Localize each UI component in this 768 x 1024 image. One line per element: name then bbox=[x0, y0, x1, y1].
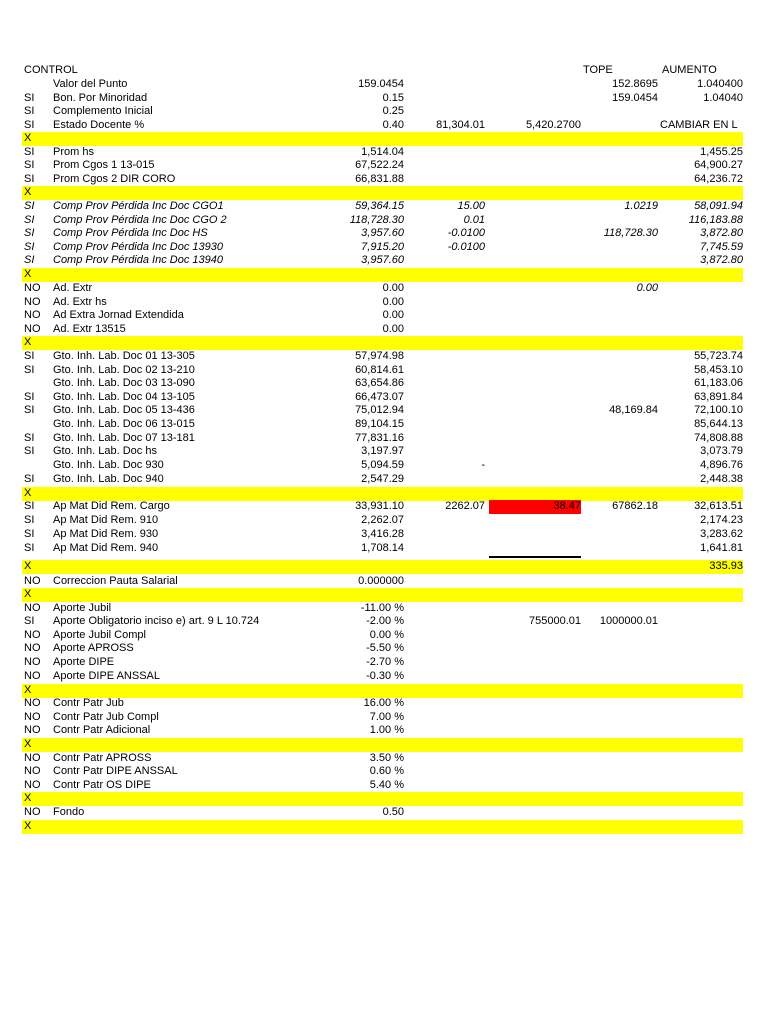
border-line bbox=[489, 556, 581, 558]
col-h-cell: 2,174.23 bbox=[700, 514, 743, 526]
label-cell: Comp Prov Pérdida Inc Doc 13930 bbox=[53, 241, 223, 253]
flag-cell: SI bbox=[24, 615, 35, 627]
table-row bbox=[22, 391, 743, 405]
value-cell: 5.40 % bbox=[369, 779, 404, 791]
label-cell: Contr Patr Jub bbox=[53, 697, 124, 709]
table-row bbox=[22, 214, 743, 228]
flag-cell: SI bbox=[24, 404, 35, 416]
label-cell: Correccion Pauta Salarial bbox=[53, 575, 178, 587]
flag-cell: SI bbox=[24, 514, 35, 526]
col-g-cell: 67862.18 bbox=[612, 500, 658, 512]
label-cell: Gto. Inh. Lab. Doc 02 13-210 bbox=[53, 364, 195, 376]
col-h-cell: 61,183.06 bbox=[694, 377, 743, 389]
table-row bbox=[22, 323, 743, 337]
value-cell: 5,094.59 bbox=[361, 459, 404, 471]
table-row bbox=[22, 146, 743, 160]
flag-cell: NO bbox=[24, 697, 41, 709]
flag-cell: SI bbox=[24, 473, 35, 485]
value-cell: 0.25 bbox=[382, 105, 404, 117]
col-g-cell: 159.0454 bbox=[612, 92, 658, 104]
table-row bbox=[22, 724, 743, 738]
flag-cell: X bbox=[24, 588, 32, 600]
value-cell: 33,931.10 bbox=[355, 500, 404, 512]
label-cell: Gto. Inh. Lab. Doc 940 bbox=[53, 473, 164, 485]
col-h-cell: 3,872.80 bbox=[700, 227, 743, 239]
col-g-cell: 118,728.30 bbox=[603, 227, 658, 239]
value-cell: 0.00 % bbox=[369, 629, 404, 641]
flag-cell: NO bbox=[24, 656, 41, 668]
value-cell: 3,957.60 bbox=[361, 227, 404, 239]
table-row bbox=[22, 629, 743, 643]
flag-cell: SI bbox=[24, 105, 35, 117]
flag-cell: SI bbox=[24, 350, 35, 362]
label-cell: Gto. Inh. Lab. Doc 930 bbox=[53, 459, 164, 471]
table-row bbox=[22, 514, 743, 528]
flag-cell: X bbox=[24, 336, 32, 348]
col-e-cell: -0.0100 bbox=[447, 227, 485, 239]
label-cell: Prom Cgos 2 DIR CORO bbox=[53, 173, 176, 185]
value-cell: 67,522.24 bbox=[355, 159, 404, 171]
table-row bbox=[22, 542, 743, 556]
value-cell: 118,728.30 bbox=[349, 214, 404, 226]
label-cell: Prom Cgos 1 13-015 bbox=[53, 159, 155, 171]
flag-cell: X bbox=[24, 487, 32, 499]
col-h-cell: 32,613.51 bbox=[694, 500, 743, 512]
label-cell: Ad. Extr hs bbox=[53, 296, 107, 308]
label-cell: Comp Prov Pérdida Inc Doc HS bbox=[53, 227, 208, 239]
table-row bbox=[22, 404, 743, 418]
label-cell: Ap Mat Did Rem. 930 bbox=[53, 528, 159, 540]
col-e-cell: - bbox=[481, 459, 485, 471]
label-cell: Gto. Inh. Lab. Doc 07 13-181 bbox=[53, 432, 195, 444]
flag-cell: SI bbox=[24, 254, 35, 266]
separator-row bbox=[22, 820, 743, 834]
col-h-cell: 63,891.84 bbox=[694, 391, 743, 403]
flag-cell: NO bbox=[24, 296, 41, 308]
col-h-cell: 1,641.81 bbox=[700, 542, 743, 554]
flag-cell: NO bbox=[24, 806, 41, 818]
flag-cell: SI bbox=[24, 200, 35, 212]
flag-cell: NO bbox=[24, 323, 41, 335]
value-cell: 77,831.16 bbox=[355, 432, 404, 444]
table-row bbox=[22, 697, 743, 711]
flag-cell: NO bbox=[24, 670, 41, 682]
label-cell: Comp Prov Pérdida Inc Doc CGO1 bbox=[53, 200, 224, 212]
table-row bbox=[22, 711, 743, 725]
table-row bbox=[22, 350, 743, 364]
separator-row bbox=[22, 487, 743, 501]
col-h-cell: 2,448.38 bbox=[700, 473, 743, 485]
flag-cell: SI bbox=[24, 92, 35, 104]
table-row bbox=[22, 377, 743, 391]
value-cell: 66,473.07 bbox=[355, 391, 404, 403]
value-cell: 60,814.61 bbox=[355, 364, 404, 376]
table-row bbox=[22, 282, 743, 296]
flag-cell: NO bbox=[24, 629, 41, 641]
flag-cell: SI bbox=[24, 542, 35, 554]
label-cell: Aporte APROSS bbox=[53, 642, 134, 654]
table-row bbox=[22, 364, 743, 378]
label-cell: Bon. Por Minoridad bbox=[53, 92, 148, 104]
table-row bbox=[22, 200, 743, 214]
col-f-cell: 755000.01 bbox=[529, 615, 581, 627]
table-row bbox=[22, 806, 743, 820]
flag-cell: SI bbox=[24, 364, 35, 376]
value-cell: 0.15 bbox=[382, 92, 404, 104]
value-cell: 1,708.14 bbox=[361, 542, 404, 554]
label-cell: Ap Mat Did Rem. 910 bbox=[53, 514, 159, 526]
flag-cell: SI bbox=[24, 214, 35, 226]
value-cell: 3.50 % bbox=[369, 752, 404, 764]
col-g-cell: 1.0219 bbox=[624, 200, 658, 212]
table-row bbox=[22, 779, 743, 793]
col-e-cell: 2262.07 bbox=[445, 500, 485, 512]
col-h-cell: 3,872.80 bbox=[700, 254, 743, 266]
table-row bbox=[22, 159, 743, 173]
value-cell: -5.50 % bbox=[366, 642, 404, 654]
col-e-cell: 81,304.01 bbox=[436, 119, 485, 131]
flag-cell: SI bbox=[24, 391, 35, 403]
value-cell: 0.00 bbox=[382, 323, 404, 335]
label-cell: Aporte DIPE bbox=[53, 656, 115, 668]
col-h-cell: 3,283.62 bbox=[700, 528, 743, 540]
separator-row bbox=[22, 560, 743, 574]
separator-row bbox=[22, 132, 743, 146]
value-cell: 0.000000 bbox=[358, 575, 404, 587]
label-cell: Contr Patr Adicional bbox=[53, 724, 151, 736]
col-f-cell: 38.47 bbox=[489, 500, 581, 514]
flag-cell: SI bbox=[24, 432, 35, 444]
value-cell: 2,262.07 bbox=[361, 514, 404, 526]
table-row bbox=[22, 642, 743, 656]
col-e-cell: 15.00 bbox=[457, 200, 485, 212]
label-cell: Aporte Jubil bbox=[53, 602, 112, 614]
table-row bbox=[22, 105, 743, 119]
label-cell: Aporte Jubil Compl bbox=[53, 629, 146, 641]
value-cell: 57,974.98 bbox=[355, 350, 404, 362]
header-row bbox=[22, 64, 743, 78]
col-h-cell: 72,100.10 bbox=[694, 404, 743, 416]
col-h-cell: 58,091.94 bbox=[694, 200, 743, 212]
flag-cell: NO bbox=[24, 765, 41, 777]
flag-cell: NO bbox=[24, 711, 41, 723]
table-row bbox=[22, 473, 743, 487]
label-cell: Contr Patr OS DIPE bbox=[53, 779, 151, 791]
flag-cell: X bbox=[24, 792, 32, 804]
value-cell: 63,654.86 bbox=[355, 377, 404, 389]
table-row bbox=[22, 296, 743, 310]
table-row bbox=[22, 656, 743, 670]
label-cell: Gto. Inh. Lab. Doc 03 13-090 bbox=[53, 377, 195, 389]
col-h-cell: 4,896.76 bbox=[700, 459, 743, 471]
separator-row bbox=[22, 186, 743, 200]
flag-cell: X bbox=[24, 132, 32, 144]
label-cell: Aporte DIPE ANSSAL bbox=[53, 670, 160, 682]
flag-cell: SI bbox=[24, 173, 35, 185]
table-row bbox=[22, 173, 743, 187]
value-cell: 89,104.15 bbox=[355, 418, 404, 430]
label-cell: Valor del Punto bbox=[53, 78, 128, 90]
col-g-cell: 1000000.01 bbox=[599, 615, 658, 627]
flag-cell: SI bbox=[24, 528, 35, 540]
table-row bbox=[22, 227, 743, 241]
col-g-cell: 152.8695 bbox=[612, 78, 658, 90]
table-row bbox=[22, 670, 743, 684]
note-cell: CAMBIAR EN L bbox=[660, 119, 738, 131]
value-cell: 7.00 % bbox=[369, 711, 404, 723]
table-row bbox=[22, 92, 743, 106]
separator-row bbox=[22, 792, 743, 806]
flag-cell: SI bbox=[24, 500, 35, 512]
table-row bbox=[22, 500, 743, 514]
col-h-cell: 55,723.74 bbox=[694, 350, 743, 362]
table-row bbox=[22, 602, 743, 616]
value-cell: 0.00 bbox=[382, 296, 404, 308]
col-h-cell: 64,900.27 bbox=[694, 159, 743, 171]
table-row bbox=[22, 765, 743, 779]
flag-cell: NO bbox=[24, 309, 41, 321]
label-cell: Ad. Extr 13515 bbox=[53, 323, 126, 335]
col-h-cell: 1.04040 bbox=[703, 92, 743, 104]
table-row bbox=[22, 241, 743, 255]
col-h-cell: 64,236.72 bbox=[694, 173, 743, 185]
col-h-cell: 74,808.88 bbox=[694, 432, 743, 444]
label-cell: Gto. Inh. Lab. Doc 06 13-015 bbox=[53, 418, 195, 430]
table-row bbox=[22, 119, 743, 133]
table-row bbox=[22, 752, 743, 766]
table-row bbox=[22, 445, 743, 459]
table-row bbox=[22, 432, 743, 446]
label-cell: Prom hs bbox=[53, 146, 94, 158]
table-row bbox=[22, 309, 743, 323]
value-cell: 0.60 % bbox=[369, 765, 404, 777]
value-cell: 2,547.29 bbox=[361, 473, 404, 485]
label-cell: Comp Prov Pérdida Inc Doc 13940 bbox=[53, 254, 223, 266]
value-cell: 0.40 bbox=[382, 119, 404, 131]
value-cell: 7,915.20 bbox=[361, 241, 404, 253]
flag-cell: SI bbox=[24, 119, 35, 131]
flag-cell: SI bbox=[24, 159, 35, 171]
label-cell: Estado Docente % bbox=[53, 119, 145, 131]
table-row bbox=[22, 615, 743, 629]
value-cell: 0.00 bbox=[382, 309, 404, 321]
col-h-cell: 58,453.10 bbox=[694, 364, 743, 376]
value-cell: 16.00 % bbox=[363, 697, 404, 709]
flag-cell: X bbox=[24, 820, 32, 832]
value-cell: 3,416.28 bbox=[361, 528, 404, 540]
value-cell: 1.00 % bbox=[369, 724, 404, 736]
separator-row bbox=[22, 336, 743, 350]
label-cell: Contr Patr Jub Compl bbox=[53, 711, 159, 723]
separator-row bbox=[22, 738, 743, 752]
value-cell: 66,831.88 bbox=[355, 173, 404, 185]
col-e-cell: 0.01 bbox=[463, 214, 485, 226]
flag-cell: NO bbox=[24, 779, 41, 791]
label-cell: Gto. Inh. Lab. Doc 04 13-105 bbox=[53, 391, 195, 403]
col-g-cell: 0.00 bbox=[636, 282, 658, 294]
col-g-cell: 48,169.84 bbox=[609, 404, 658, 416]
label-cell: Ad Extra Jornad Extendida bbox=[53, 309, 184, 321]
value-cell: 3,197.97 bbox=[361, 445, 404, 457]
value-cell: 75,012.94 bbox=[355, 404, 404, 416]
flag-cell: SI bbox=[24, 146, 35, 158]
col-h-cell: 335.93 bbox=[709, 560, 743, 572]
table-row bbox=[22, 418, 743, 432]
label-cell: Complemento Inicial bbox=[53, 105, 153, 117]
flag-cell: X bbox=[24, 268, 32, 280]
label-cell: Ap Mat Did Rem. 940 bbox=[53, 542, 159, 554]
flag-cell: SI bbox=[24, 445, 35, 457]
label-cell: Aporte Obligatorio inciso e) art. 9 L 10.724 bbox=[53, 615, 260, 627]
value-cell: 3,957.60 bbox=[361, 254, 404, 266]
label-cell: Comp Prov Pérdida Inc Doc CGO 2 bbox=[53, 214, 227, 226]
label-cell: Contr Patr APROSS bbox=[53, 752, 152, 764]
flag-cell: SI bbox=[24, 241, 35, 253]
table-row bbox=[22, 459, 743, 473]
flag-cell: X bbox=[24, 186, 32, 198]
flag-cell: X bbox=[24, 560, 32, 572]
value-cell: -11.00 % bbox=[360, 602, 404, 614]
col-h-cell: 116,183.88 bbox=[688, 214, 743, 226]
tope-header: TOPE bbox=[583, 64, 613, 76]
label-cell: Ap Mat Did Rem. Cargo bbox=[53, 500, 170, 512]
flag-cell: X bbox=[24, 684, 32, 696]
table-row bbox=[22, 528, 743, 542]
label-cell: Contr Patr DIPE ANSSAL bbox=[53, 765, 178, 777]
label-cell: Gto. Inh. Lab. Doc hs bbox=[53, 445, 157, 457]
table-row bbox=[22, 78, 743, 92]
col-f-cell: 5,420.2700 bbox=[525, 119, 581, 131]
col-e-cell: -0.0100 bbox=[447, 241, 485, 253]
col-h-cell: 1,455.25 bbox=[700, 146, 743, 158]
flag-cell: NO bbox=[24, 282, 41, 294]
value-cell: 0.00 bbox=[382, 282, 404, 294]
flag-cell: NO bbox=[24, 575, 41, 587]
separator-row bbox=[22, 588, 743, 602]
flag-cell: NO bbox=[24, 752, 41, 764]
table-row bbox=[22, 254, 743, 268]
col-h-cell: 1.040400 bbox=[697, 78, 743, 90]
flag-cell: X bbox=[24, 738, 32, 750]
label-cell: Fondo bbox=[53, 806, 85, 818]
flag-cell: NO bbox=[24, 642, 41, 654]
label-cell: Gto. Inh. Lab. Doc 01 13-305 bbox=[53, 350, 195, 362]
value-cell: 159.0454 bbox=[358, 78, 404, 90]
control-label: CONTROL bbox=[24, 64, 78, 76]
separator-row bbox=[22, 684, 743, 698]
table-row bbox=[22, 575, 743, 589]
value-cell: 0.50 bbox=[382, 806, 404, 818]
col-h-cell: 3,073.79 bbox=[700, 445, 743, 457]
value-cell: -2.70 % bbox=[366, 656, 404, 668]
col-h-cell: 7,745.59 bbox=[700, 241, 743, 253]
aumento-header: AUMENTO bbox=[662, 64, 717, 76]
flag-cell: SI bbox=[24, 227, 35, 239]
separator-row bbox=[22, 268, 743, 282]
value-cell: 59,364.15 bbox=[355, 200, 404, 212]
value-cell: -2.00 % bbox=[366, 615, 404, 627]
value-cell: -0.30 % bbox=[366, 670, 404, 682]
value-cell: 1,514.04 bbox=[361, 146, 404, 158]
flag-cell: NO bbox=[24, 602, 41, 614]
flag-cell: NO bbox=[24, 724, 41, 736]
label-cell: Gto. Inh. Lab. Doc 05 13-436 bbox=[53, 404, 195, 416]
col-h-cell: 85,644.13 bbox=[694, 418, 743, 430]
label-cell: Ad. Extr bbox=[53, 282, 93, 294]
